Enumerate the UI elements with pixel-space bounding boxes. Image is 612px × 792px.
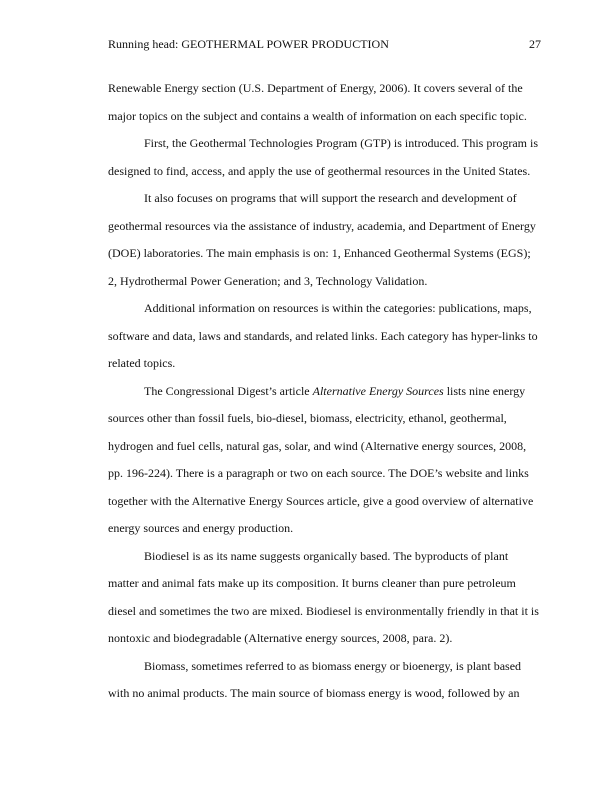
paragraph-congressional-digest bbox=[108, 378, 541, 543]
page-number: 27 bbox=[529, 37, 541, 51]
article-title: Alternative Energy Sources bbox=[312, 383, 444, 398]
paragraph-continuation: Renewable Energy section (U.S. Department of Energy, 2006). It covers several of the major topics on the subject and contains a wealth of information on each specific topic. bbox=[108, 81, 527, 123]
body-text bbox=[108, 75, 541, 708]
digest-text-after: lists nine energy sources other than fossil fuels, bio-diesel, biomass, electricity, ethanol, geothermal, hydrogen and fuel cells, natural gas, solar, and wind (Alternative energy sources, 2008, pp. 196-224). There is a paragraph or two on each source. The DOE’s website and links together with the Alternative Energy Sources article, give a good overview of alternative energy sources and energy production. bbox=[108, 383, 534, 535]
paragraph-gtp-intro: First, the Geothermal Technologies Program (GTP) is introduced. This program is designed to find, access, and apply the use of geothermal resources in the United States. bbox=[108, 136, 538, 178]
paragraph-resources: Additional information on resources is within the categories: publications, maps, software and data, laws and standards, and related links. Each category has hyper-links to related topics. bbox=[108, 301, 538, 370]
digest-text-before: The Congressional Digest’s article bbox=[144, 383, 313, 398]
page-header bbox=[108, 36, 541, 52]
paragraph-gtp-focus: It also focuses on programs that will support the research and development of geothermal resources via the assistance of industry, academia, and Department of Energy (DOE) laboratories. The main emphasis is on: 1, Enhanced Geothermal Systems (EGS); 2, Hydrothermal Power Generation; and 3, Technology Validation. bbox=[108, 191, 536, 288]
running-head: Running head: GEOTHERMAL POWER PRODUCTION bbox=[108, 37, 389, 51]
paragraph-biomass: Biomass, sometimes referred to as biomass energy or bioenergy, is plant based with no animal products. The main source of biomass energy is wood, followed by an bbox=[108, 658, 522, 700]
paragraph-biodiesel: Biodiesel is as its name suggests organically based. The byproducts of plant matter and animal fats make up its composition. It burns cleaner than pure petroleum diesel and sometimes the two are mixed. Biodiesel is environmentally friendly in that it is nontoxic and biodegradable (Alternative energy sources, 2008, para. 2). bbox=[108, 548, 539, 645]
